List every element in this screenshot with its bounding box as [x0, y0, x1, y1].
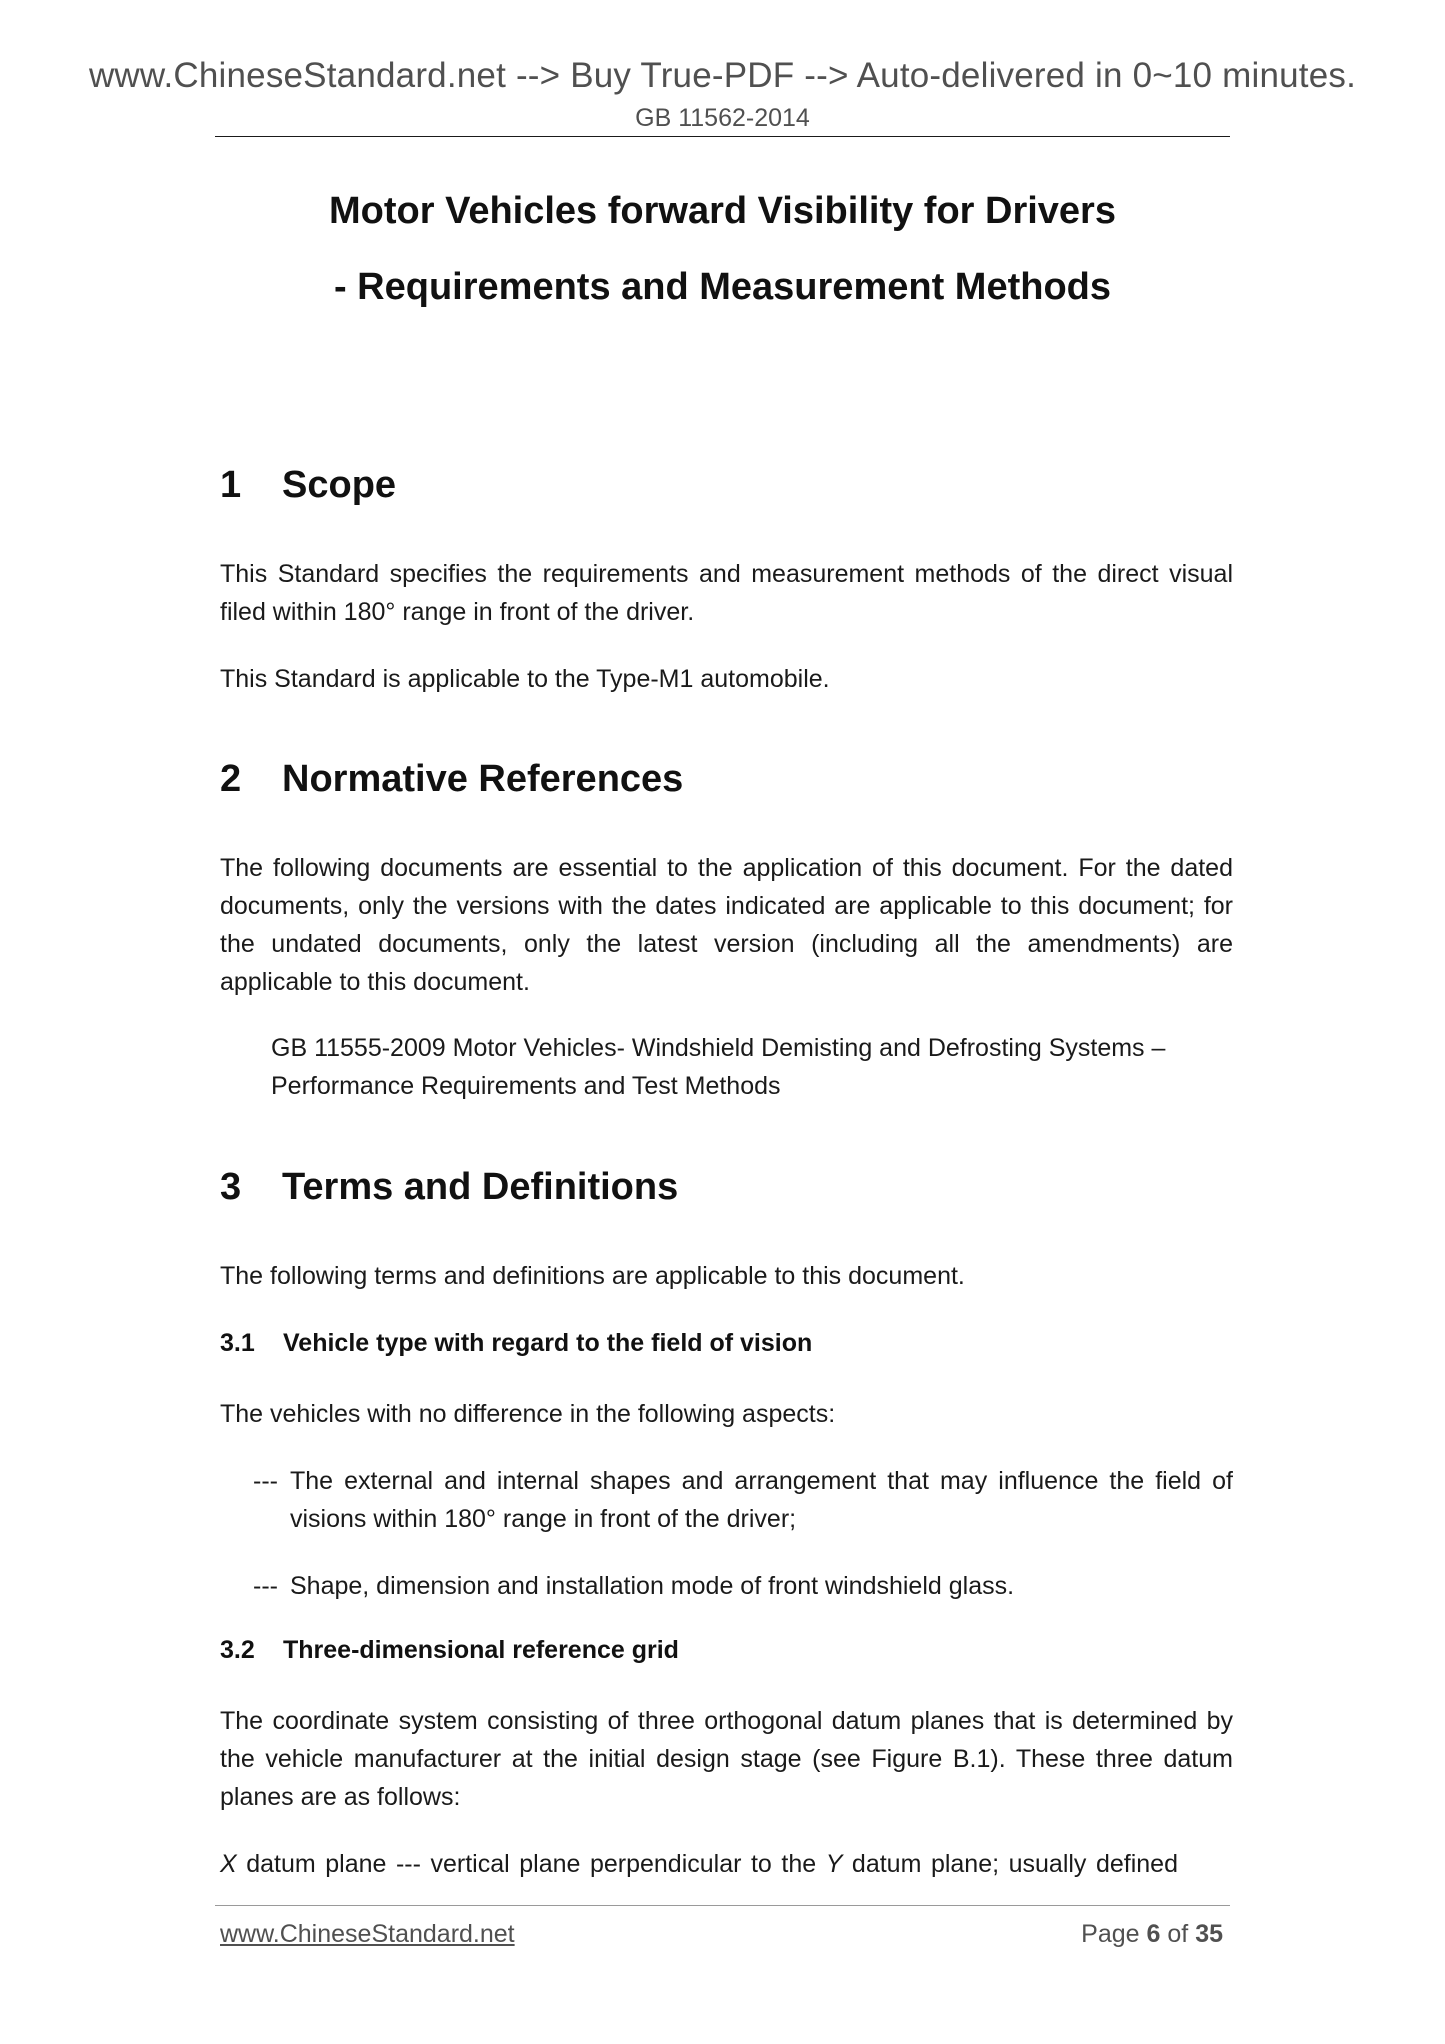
x-axis-symbol: X	[220, 1850, 237, 1878]
subsection-number: 3.1	[220, 1329, 255, 1357]
reference-grid-paragraph: The coordinate system consisting of three orthogonal datum planes that is determined by the vehicle manufacturer at the initial design stage (see Figure B.1). These three datum planes are as follows:	[220, 1707, 1233, 1811]
total-pages: 35	[1195, 1920, 1223, 1948]
section-number: 2	[220, 758, 242, 800]
list-dash: ---	[253, 1467, 278, 1495]
vehicle-type-paragraph: The vehicles with no difference in the following aspects:	[220, 1400, 836, 1428]
x-datum-plane-paragraph	[220, 1845, 1233, 1883]
section-number: 1	[220, 464, 242, 506]
list-item-text: The external and internal shapes and arrangement that may influence the field of visions within 180° range in front of the driver;	[290, 1467, 1233, 1533]
list-item-text: Shape, dimension and installation mode of front windshield glass.	[290, 1572, 1015, 1600]
subsection-3-1-heading	[220, 1329, 812, 1358]
page-number	[1081, 1920, 1223, 1949]
scope-paragraph-2: This Standard is applicable to the Type-M1 automobile.	[220, 665, 830, 693]
subsection-number: 3.2	[220, 1636, 255, 1664]
section-number: 3	[220, 1166, 242, 1208]
terms-intro-paragraph: The following terms and definitions are applicable to this document.	[220, 1262, 965, 1290]
section-title: Scope	[282, 464, 397, 506]
header-standard-id: GB 11562-2014	[635, 104, 810, 132]
y-axis-symbol: Y	[825, 1850, 843, 1878]
reference-item: GB 11555-2009 Motor Vehicles- Windshield Demisting and Defrosting Systems – Performance Requirements and Test Methods	[271, 1034, 1166, 1100]
footer-divider	[215, 1905, 1230, 1906]
list-item	[253, 1567, 1233, 1605]
subsection-title: Three-dimensional reference grid	[283, 1636, 679, 1664]
section-2-heading	[220, 758, 683, 801]
section-1-heading	[220, 464, 396, 507]
document-title-line1: Motor Vehicles forward Visibility for Drivers	[329, 190, 1116, 232]
current-page: 6	[1146, 1920, 1161, 1948]
page-label: Page	[1081, 1920, 1140, 1948]
section-title: Normative References	[282, 758, 684, 800]
document-title-line2: - Requirements and Measurement Methods	[333, 266, 1112, 308]
list-dash: ---	[253, 1572, 278, 1600]
header-banner: www.ChineseStandard.net --> Buy True-PDF --> Auto-delivered in 0~10 minutes.	[88, 56, 1357, 95]
subsection-3-2-heading	[220, 1636, 679, 1665]
subsection-title: Vehicle type with regard to the field of vision	[283, 1329, 813, 1357]
x-datum-text-b: datum plane; usually defined	[842, 1850, 1178, 1878]
x-datum-text-a: datum plane --- vertical plane perpendicular to the	[236, 1850, 826, 1878]
section-title: Terms and Definitions	[282, 1166, 679, 1208]
footer-website-link[interactable]: www.ChineseStandard.net	[220, 1920, 515, 1948]
page-of-label: of	[1167, 1920, 1189, 1948]
header-divider	[215, 136, 1230, 137]
scope-paragraph-1: This Standard specifies the requirements and measurement methods of the direct visual filed within 180° range in front of the driver.	[220, 560, 1233, 626]
normative-references-paragraph: The following documents are essential to the application of this document. For the dated documents, only the versions with the dates indicated are applicable to this document; for the undated documents, only the latest version (including all the amendments) are applicable to this document.	[220, 854, 1233, 996]
section-3-heading	[220, 1166, 678, 1209]
list-item	[253, 1462, 1233, 1538]
